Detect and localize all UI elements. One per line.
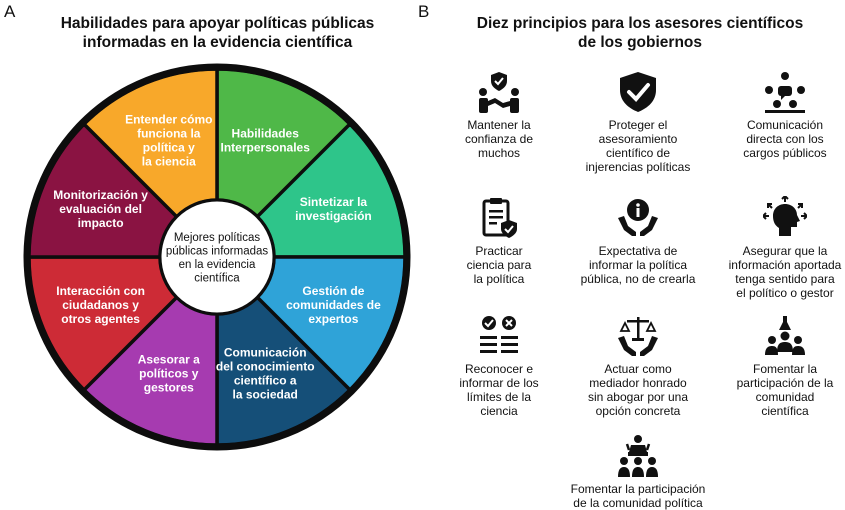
wheel-segment-label-7: Monitorización y evaluación del impacto: [53, 187, 148, 230]
shield-check-icon: [616, 70, 660, 114]
principle-6-line: Asegurar que la: [742, 244, 828, 258]
principle-9-line: científica: [761, 404, 809, 418]
panel-a-title-line1: Habilidades para apoyar políticas públicas: [60, 15, 375, 32]
principle-4-line: ciencia para: [466, 258, 532, 272]
clipboard-check-icon: [477, 196, 521, 240]
principle-2-line: injerencias políticas: [585, 160, 691, 174]
principle-1-line: Mantener la: [467, 118, 531, 132]
panel-b-title: [455, 14, 825, 52]
principle-8: [568, 314, 708, 418]
principle-8-line: sin abogar por una: [587, 390, 689, 404]
wheel-segment-label-5: Asesorar a políticos y gestores: [137, 352, 200, 395]
principle-4: [429, 196, 569, 286]
principle-3-line: Comunicación: [746, 118, 824, 132]
principle-9-line: comunidad: [755, 390, 815, 404]
principle-9: [715, 314, 845, 418]
check-cross-list-icon: [477, 314, 521, 358]
principle-4-line: la política: [473, 272, 525, 286]
principle-9-line: Fomentar la: [752, 362, 818, 376]
hands-scale-icon: [616, 314, 660, 358]
principle-1: [429, 70, 569, 160]
wheel-center-label: Mejores políticas públicas informadas en la evidencia científica: [165, 231, 269, 285]
principle-7: [429, 314, 569, 418]
principle-1-line: muchos: [477, 146, 521, 160]
group-chat-icon: [763, 70, 807, 114]
wheel-segment-label-1: Habilidades Interpersonales: [220, 126, 310, 155]
principle-1-line: confianza de: [464, 132, 534, 146]
principle-7-line: límites de la: [466, 390, 532, 404]
handshake-shield-icon: [477, 70, 521, 114]
head-arrows-icon: [763, 196, 807, 240]
principle-5-line: Expectativa de: [598, 244, 678, 258]
speaker-podium-icon: [616, 434, 660, 478]
principle-10: [558, 434, 718, 510]
principle-7-line: informar de los: [459, 376, 539, 390]
wheel-segment-label-3: Gestión de comunidades de expertos: [286, 284, 381, 327]
principle-2-line: asesoramiento: [598, 132, 678, 146]
principle-7-line: ciencia: [480, 404, 518, 418]
scientist-group-icon: [763, 314, 807, 358]
principle-5: [568, 196, 708, 286]
panel-a-letter: A: [4, 2, 16, 21]
panel-b-title-line1: Diez principios para los asesores científicos: [476, 15, 804, 32]
wheel-segment-label-6: Interacción con ciudadanos y otros agentes: [56, 284, 145, 327]
principle-8-line: Actuar como: [604, 362, 672, 376]
principle-2-line: Proteger el: [608, 118, 668, 132]
principle-9-line: participación de la: [736, 376, 834, 390]
principle-3-line: directa con los: [746, 132, 824, 146]
principle-5-line: informar la política: [588, 258, 688, 272]
principle-7-line: Reconocer e: [464, 362, 534, 376]
wheel-segment-label-2: Sintetizar la investigación: [295, 194, 372, 223]
principle-4-line: Practicar: [475, 244, 523, 258]
principle-5-line: pública, no de crearla: [580, 272, 696, 286]
panel-b-title-line2: de los gobiernos: [577, 34, 702, 51]
principle-8-line: mediador honrado: [589, 376, 687, 390]
principle-6: [715, 196, 845, 300]
principle-8-line: opción concreta: [595, 404, 681, 418]
panel-a-title-line2: informadas en la evidencia científica: [82, 34, 353, 51]
panel-a-title: [30, 14, 405, 52]
principle-10-line: Fomentar la participación: [570, 482, 706, 496]
wheel-segment-label-8: Entender cómo funciona la política y la ciencia: [125, 112, 213, 169]
principle-10-line: de la comunidad política: [573, 496, 703, 510]
principle-6-line: tenga sentido para: [735, 272, 835, 286]
principle-3: [715, 70, 845, 160]
principle-3-line: cargos públicos: [743, 146, 827, 160]
principle-2-line: científico de: [605, 146, 671, 160]
principle-2: [568, 70, 708, 174]
principle-6-line: el político o gestor: [736, 286, 834, 300]
principle-6-line: información aportada: [728, 258, 842, 272]
panel-b-letter: B: [418, 2, 430, 21]
skills-wheel-diagram: [22, 62, 412, 452]
hands-info-icon: [616, 196, 660, 240]
wheel-segment-label-4: Comunicación del conocimiento científico a la sociedad: [215, 345, 315, 402]
